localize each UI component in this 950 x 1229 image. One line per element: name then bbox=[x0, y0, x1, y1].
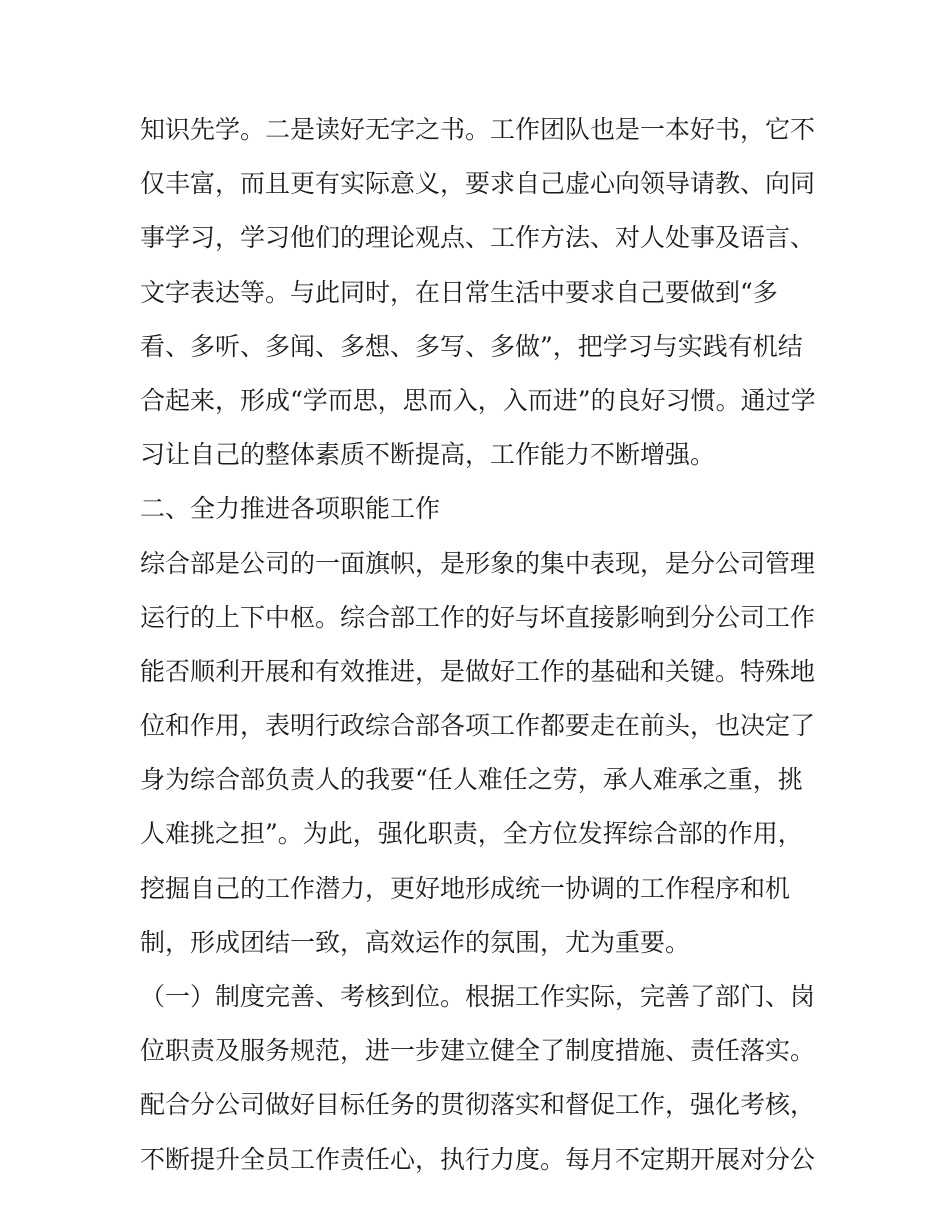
text-line: 合起来，形成“学而思，思而入，入而进”的良好习惯。通过学 bbox=[140, 385, 816, 415]
text-line: 习让自己的整体素质不断提高，工作能力不断增强。 bbox=[140, 440, 716, 470]
text-line: 位和作用，表明行政综合部各项工作都要走在前头，也决定了 bbox=[140, 711, 816, 741]
text-line: 看、多听、多闻、多想、多写、多做”，把学习与实践有机结 bbox=[140, 331, 803, 361]
text-line: 不断提升全员工作责任心，执行力度。每月不定期开展对分公 bbox=[140, 1144, 816, 1174]
text-line: 仅丰富，而且更有实际意义，要求自己虚心向领导请教、向同 bbox=[140, 169, 816, 199]
subsection-heading-line: （一）制度完善、考核到位。根据工作实际，完善了部门、岗 bbox=[140, 982, 816, 1011]
text-line: 运行的上下中枢。综合部工作的好与坏直接影响到分公司工作 bbox=[140, 602, 816, 632]
text-line: 能否顺利开展和有效推进，是做好工作的基础和关键。特殊地 bbox=[140, 656, 816, 686]
section-heading: 二、全力推进各项职能工作 bbox=[140, 494, 441, 524]
text-line: 位职责及服务规范，进一步建立健全了制度措施、责任落实。 bbox=[140, 1036, 816, 1066]
document-body bbox=[140, 103, 820, 1187]
text-line: 综合部是公司的一面旗帜，是形象的集中表现，是分公司管理 bbox=[140, 548, 816, 578]
text-line: 挖掘自己的工作潜力，更好地形成统一协调的工作程序和机 bbox=[140, 873, 791, 903]
text-line: 身为综合部负责人的我要“任人难任之劳，承人难承之重，挑 bbox=[140, 765, 803, 795]
text-line: 事学习，学习他们的理论观点、工作方法、对人处事及语言、 bbox=[140, 223, 816, 253]
text-line: 文字表达等。与此同时，在日常生活中要求自己要做到“多 bbox=[140, 277, 778, 307]
text-line: 制，形成团结一致，高效运作的氛围，尤为重要。 bbox=[140, 927, 691, 957]
text-line: 人难挑之担”。为此，强化职责，全方位发挥综合部的作用， bbox=[140, 819, 803, 849]
text-line: 知识先学。二是读好无字之书。工作团队也是一本好书，它不 bbox=[140, 115, 816, 144]
text-line: 配合分公司做好目标任务的贯彻落实和督促工作，强化考核， bbox=[140, 1090, 816, 1120]
